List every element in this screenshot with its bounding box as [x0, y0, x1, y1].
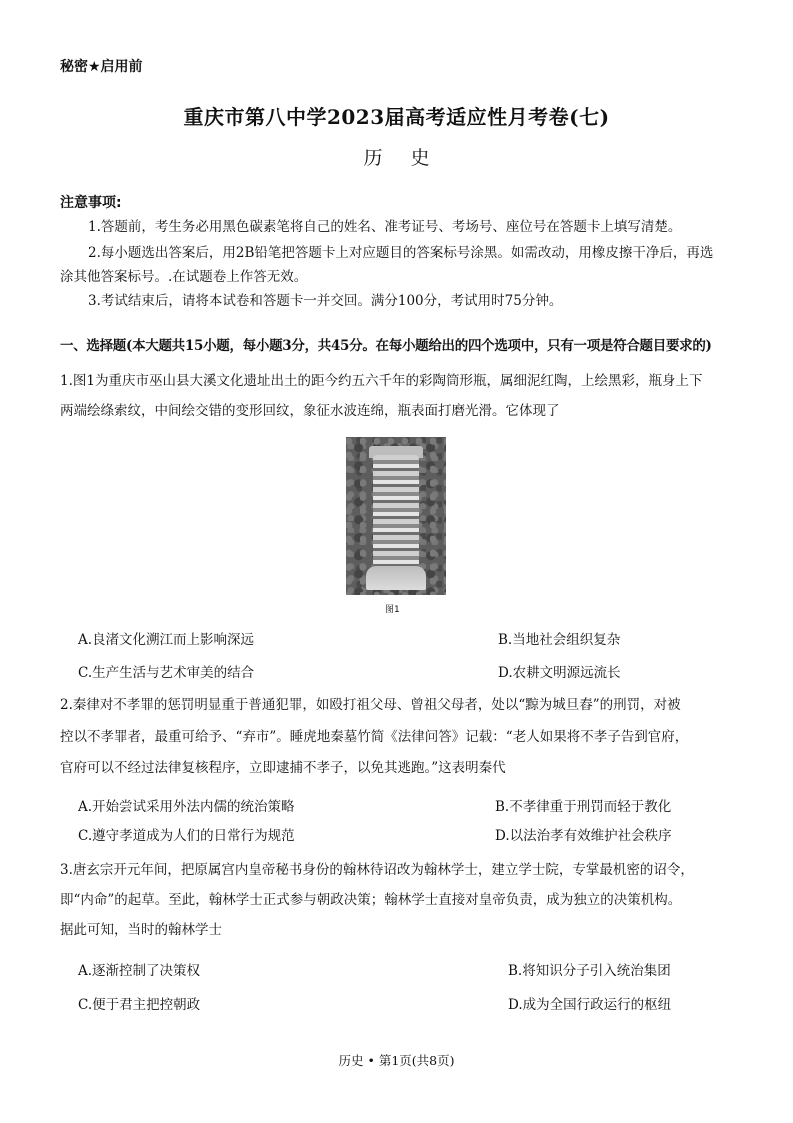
q1-option-c[interactable]: C.生产生活与艺术审美的结合 [78, 665, 255, 681]
q3-option-b[interactable]: B.将知识分子引入统治集团 [508, 963, 671, 979]
vase-base [366, 566, 426, 590]
notice-item-2-line-1: 2.每小题选出答案后，用2B铅笔把答题卡上对应题目的答案标号涂黑。如需改动，用橡皮擦干净后，再选 [88, 245, 714, 261]
q1-figure-caption: 图1 [385, 605, 400, 615]
notice-item-2-line-2: 涂其他答案标号。.在试题卷上作答无效。 [60, 269, 308, 285]
q2-option-c[interactable]: C.遵守孝道成为人们的日常行为规范 [78, 828, 295, 844]
notice-item-3: 3.考试结束后，请将本试卷和答题卡一并交回。满分100分，考试用时75分钟。 [88, 293, 563, 309]
q1-option-b[interactable]: B.当地社会组织复杂 [498, 632, 621, 648]
q2-stem-line-2: 控以不孝罪者，最重可给予、“弃市”。睡虎地秦墓竹简《法律问答》记载：“老人如果将不孝子告到官府， [60, 729, 689, 745]
vase-body [373, 455, 419, 567]
secret-label: 秘密★启用前 [60, 59, 143, 75]
notice-item-1: 1.答题前，考生务必用黑色碳素笔将自己的姓名、准考证号、考场号、座位号在答题卡上填写清楚。 [88, 219, 682, 235]
section-1-heading: 一、选择题(本大题共15小题，每小题3分，共45分。在每小题给出的四个选项中，只有一项是符合题目要求的) [60, 338, 712, 354]
q1-option-a[interactable]: A.良渚文化溯江而上影响深远 [78, 632, 255, 648]
q3-stem-line-3: 据此可知，当时的翰林学士 [60, 922, 222, 938]
q3-stem-line-1: 3.唐玄宗开元年间，把原属宫内皇帝秘书身份的翰林待诏改为翰林学士，建立学士院，专掌最机密的诏令， [60, 862, 694, 878]
q2-option-b[interactable]: B.不孝律重于刑罚而轻于教化 [495, 799, 672, 815]
q1-stem-line-1: 1.图1为重庆市巫山县大溪文化遗址出土的距今约五六千年的彩陶筒形瓶，属细泥红陶，上绘黑彩，瓶身上下 [60, 373, 703, 389]
q2-stem-line-1: 2.秦律对不孝罪的惩罚明显重于普通犯罪，如殴打祖父母、曾祖父母者，处以“黥为城旦舂”的刑罚，对被 [60, 697, 681, 713]
q3-stem-line-2: 即“内命”的起草。至此，翰林学士正式参与朝政决策；翰林学士直接对皇帝负责，成为独立的决策机构。 [60, 892, 682, 908]
q2-stem-line-3: 官府可以不经过法律复核程序，立即逮捕不孝子，以免其逃跑。”这表明秦代 [60, 760, 506, 776]
q2-option-d[interactable]: D.以法治孝有效维护社会秩序 [495, 828, 672, 844]
q3-option-c[interactable]: C.便于君主把控朝政 [78, 997, 201, 1013]
page-footer: 历史 • 第1页(共8页) [338, 1053, 455, 1068]
q1-stem-line-2: 两端绘绦索纹，中间绘交错的变形回纹，象征水波连绵，瓶表面打磨光滑。它体现了 [60, 403, 560, 419]
q3-option-a[interactable]: A.逐渐控制了决策权 [78, 963, 201, 979]
q3-option-d[interactable]: D.成为全国行政运行的枢纽 [508, 997, 672, 1013]
q1-option-d[interactable]: D.农耕文明源远流长 [498, 665, 621, 681]
subject-title: 历史 [363, 147, 458, 169]
notice-heading: 注意事项: [60, 195, 122, 211]
exam-title: 重庆市第八中学2023届高考适应性月考卷(七) [183, 105, 610, 129]
q2-option-a[interactable]: A.开始尝试采用外法内儒的统治策略 [78, 799, 295, 815]
